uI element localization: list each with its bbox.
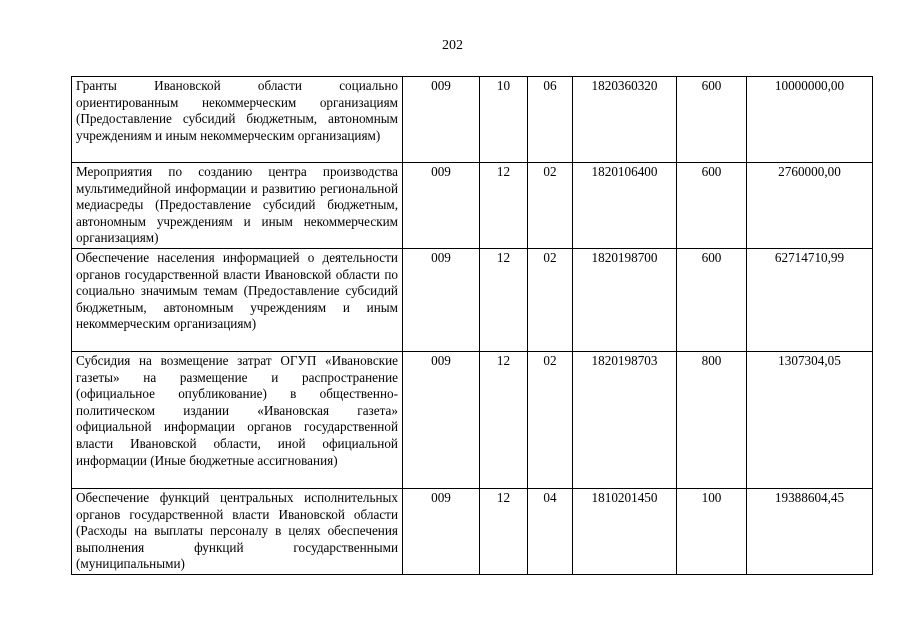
subsection-code: 02 — [528, 249, 573, 352]
table-row — [72, 163, 873, 249]
row-description: Гранты Ивановской области социально ориентированным некоммерческим организациям (Предоставление субсидий бюджетным, автономным учреждениям и иным некоммерческим организациям) — [72, 77, 403, 163]
ministry-code: 009 — [403, 249, 480, 352]
amount-value: 19388604,45 — [747, 489, 873, 575]
target-article-code: 1820198703 — [573, 352, 677, 489]
expense-type-code: 600 — [677, 249, 747, 352]
amount-value: 2760000,00 — [747, 163, 873, 249]
expense-type-code: 800 — [677, 352, 747, 489]
subsection-code: 02 — [528, 352, 573, 489]
target-article-code: 1810201450 — [573, 489, 677, 575]
row-description: Мероприятия по созданию центра производства мультимедийной информации и развитию региональной медиасреды (Предоставление субсидий бюджетным, автономным учреждениям и иным некоммерческим организациям) — [72, 163, 403, 249]
row-description: Обеспечение функций центральных исполнительных органов государственной власти Ивановской области (Расходы на выплаты персоналу в целях обеспечения выполнения функций государственными (муниципальными) — [72, 489, 403, 575]
ministry-code: 009 — [403, 352, 480, 489]
amount-value: 10000000,00 — [747, 77, 873, 163]
expense-type-code: 600 — [677, 77, 747, 163]
section-code: 12 — [480, 249, 528, 352]
expense-type-code: 100 — [677, 489, 747, 575]
budget-table — [71, 76, 873, 575]
table-row — [72, 489, 873, 575]
expense-type-code: 600 — [677, 163, 747, 249]
ministry-code: 009 — [403, 163, 480, 249]
row-description: Обеспечение населения информацией о деятельности органов государственной власти Ивановской области по социально значимым темам (Предоставление субсидий бюджетным, автономным учреждениям и иным некоммерческим организациям) — [72, 249, 403, 352]
subsection-code: 06 — [528, 77, 573, 163]
page-number: 202 — [442, 38, 463, 53]
table-row — [72, 249, 873, 352]
section-code: 12 — [480, 352, 528, 489]
section-code: 12 — [480, 489, 528, 575]
table-row — [72, 352, 873, 489]
amount-value: 62714710,99 — [747, 249, 873, 352]
target-article-code: 1820106400 — [573, 163, 677, 249]
ministry-code: 009 — [403, 77, 480, 163]
section-code: 10 — [480, 77, 528, 163]
ministry-code: 009 — [403, 489, 480, 575]
subsection-code: 02 — [528, 163, 573, 249]
section-code: 12 — [480, 163, 528, 249]
amount-value: 1307304,05 — [747, 352, 873, 489]
table-row — [72, 77, 873, 163]
row-description: Субсидия на возмещение затрат ОГУП «Ивановские газеты» на размещение и распространение (официальное опубликование) в общественно-политическом издании «Ивановская газета» официальной информации органов государственной власти Ивановской области, иной официальной информации (Иные бюджетные ассигнования) — [72, 352, 403, 489]
target-article-code: 1820360320 — [573, 77, 677, 163]
target-article-code: 1820198700 — [573, 249, 677, 352]
subsection-code: 04 — [528, 489, 573, 575]
